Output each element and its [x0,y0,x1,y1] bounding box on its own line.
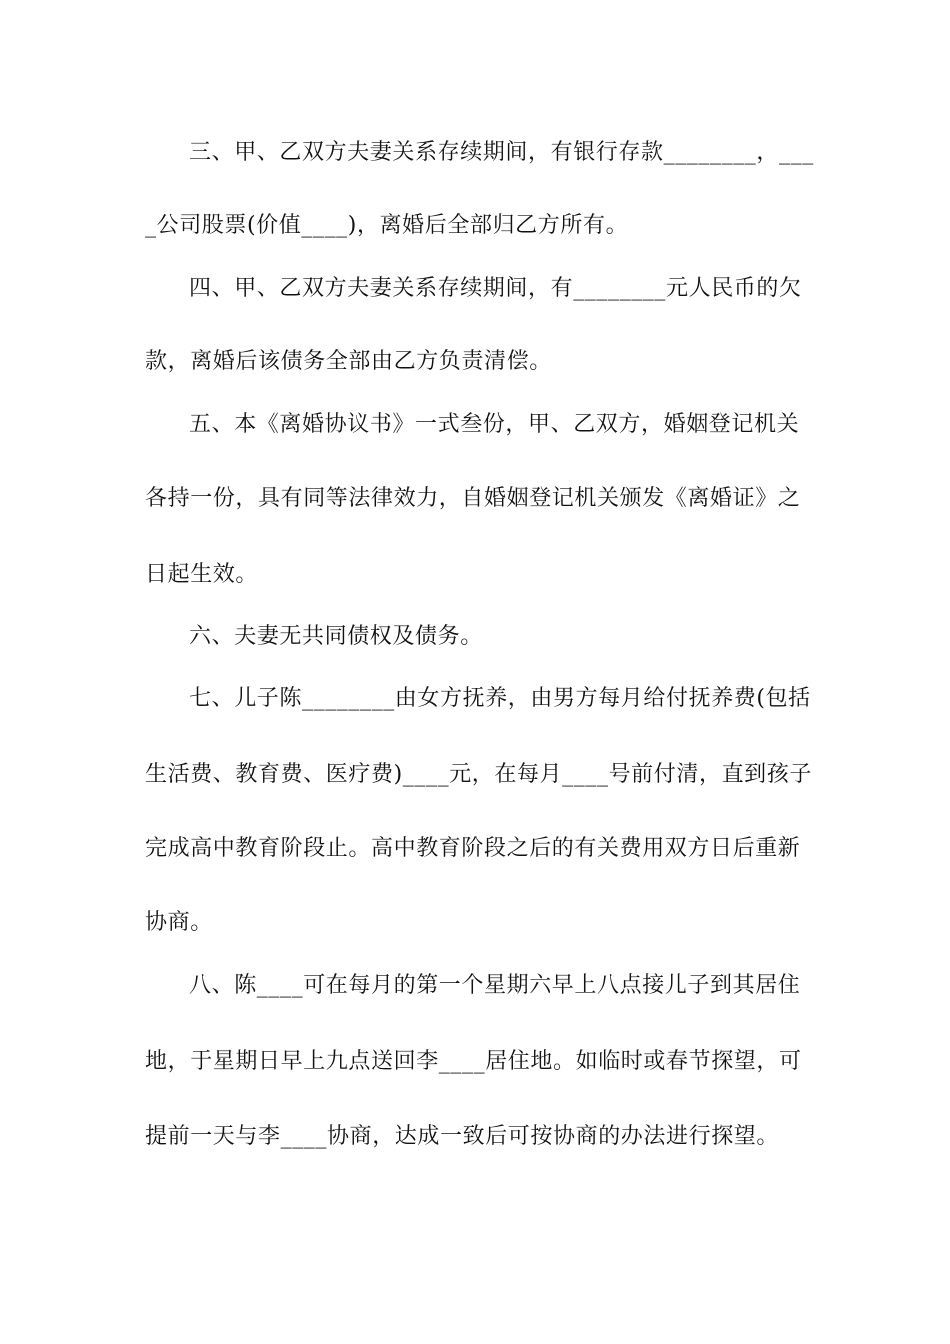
clause-8-line-2: 地，于星期日早上九点送回李____居住地。如临时或春节探望，可 [145,1049,802,1074]
clause-4-line-1: 四、甲、乙双方夫妻关系存续期间，有________元人民币的欠 [189,276,802,301]
clause-3-line-1: 三、甲、乙双方夫妻关系存续期间，有银行存款________，___ [189,140,814,165]
clause-8-line-3: 提前一天与李____协商，达成一致后可按协商的办法进行探望。 [145,1124,780,1149]
clause-5-line-2: 各持一份，具有同等法律效力，自婚姻登记机关颁发《离婚证》之 [145,486,801,511]
clause-7-line-3: 完成高中教育阶段止。高中教育阶段之后的有关费用双方日后重新 [145,836,801,861]
clause-7-line-2: 生活费、教育费、医疗费)____元，在每月____号前付清，直到孩子 [145,762,812,787]
clause-7-line-1: 七、儿子陈________由女方抚养，由男方每月给付抚养费(包括 [189,686,811,711]
clause-6-line-1: 六、夫妻无共同债权及债务。 [189,624,483,649]
clause-3-line-2: _公司股票(价值____)，离婚后全部归乙方所有。 [145,213,629,238]
clause-5-line-3: 日起生效。 [145,562,259,587]
clause-5-line-1: 五、本《离婚协议书》一式叁份，甲、乙双方，婚姻登记机关 [189,412,800,437]
clause-4-line-2: 款，离婚后该债务全部由乙方负责清偿。 [145,349,552,374]
clause-7-line-4: 协商。 [145,910,213,935]
clause-8-line-1: 八、陈____可在每月的第一个星期六早上八点接儿子到其居住 [189,973,801,998]
